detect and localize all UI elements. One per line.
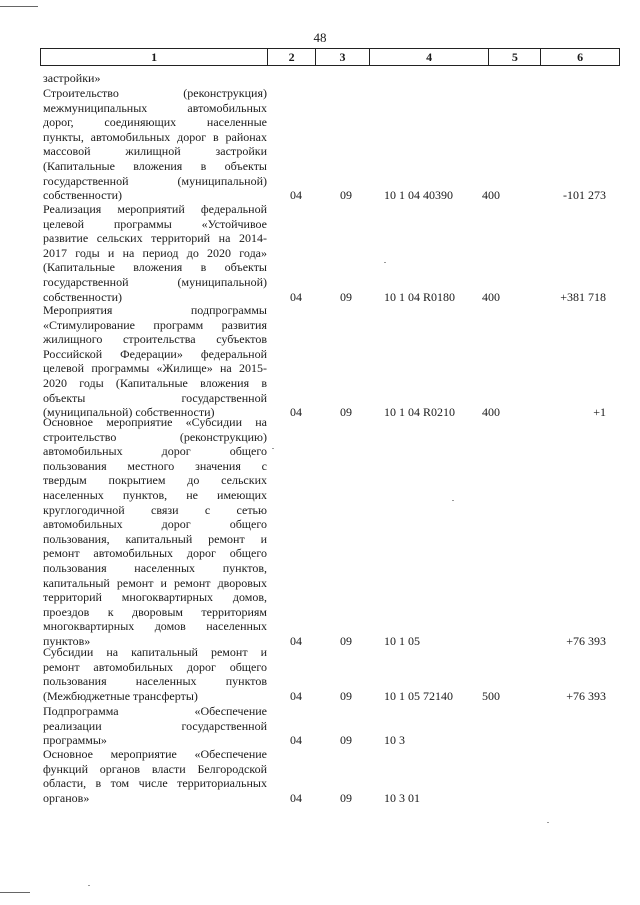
description-line: межмуниципальных автомобильных	[43, 100, 267, 115]
description-line: дорог, соединяющих населенные	[43, 115, 267, 130]
header-col-2: 2	[268, 49, 316, 65]
description-line: программы»	[43, 733, 107, 748]
row-target-article: 10 1 04 R0180	[384, 289, 456, 304]
row-description	[43, 86, 267, 203]
description-line: Строительство (реконструкция)	[43, 86, 267, 100]
row-description	[43, 303, 267, 420]
description-line: автомобильных дорог общего	[43, 444, 267, 459]
scan-speck	[272, 448, 274, 449]
row-amount: +76 393	[566, 688, 606, 703]
row-description	[43, 645, 267, 703]
header-col-4: 4	[370, 49, 490, 65]
header-col-5: 5	[489, 49, 541, 65]
row-expense-type: 400	[482, 405, 500, 420]
description-line: территорий многоквартирных домов,	[43, 590, 267, 605]
description-line: целевой программы «Устойчивое	[43, 216, 267, 231]
description-line: жилищного строительства субъектов	[43, 332, 267, 347]
row-subsection: 09	[340, 405, 352, 420]
row-description	[43, 71, 267, 86]
description-line: государственной (муниципальной)	[43, 274, 267, 289]
description-line: застройки»	[43, 71, 101, 85]
scan-mark	[0, 892, 30, 893]
row-subsection: 09	[340, 733, 352, 748]
row-expense-type: 500	[482, 688, 500, 703]
description-line: области, в том числе территориальных	[43, 776, 267, 791]
row-section: 04	[290, 289, 302, 304]
description-line: пользования населенных пунктов	[43, 674, 267, 689]
description-line: строительство (реконструкцию)	[43, 429, 267, 444]
description-line: ремонт автомобильных дорог общего	[43, 546, 267, 561]
scan-speck	[547, 822, 549, 823]
row-section: 04	[290, 790, 302, 805]
description-line: реализации государственной	[43, 718, 267, 733]
description-line: (муниципальной) собственности)	[43, 405, 215, 420]
description-line: пользования, капитальный ремонт и	[43, 531, 267, 546]
description-line: органов»	[43, 790, 90, 805]
row-description	[43, 415, 267, 649]
description-line: собственности)	[43, 188, 123, 203]
description-line: населенных пунктов, не имеющих	[43, 487, 267, 502]
table-header	[40, 48, 620, 66]
row-section: 04	[290, 733, 302, 748]
description-line: многоквартирных домов населенных	[43, 619, 267, 634]
description-line: 2020 годы (Капитальные вложения в	[43, 375, 267, 390]
row-section: 04	[290, 688, 302, 703]
row-amount: +76 393	[566, 634, 606, 648]
row-target-article: 10 1 05	[384, 634, 420, 648]
row-description	[43, 202, 267, 304]
row-target-article: 10 1 04 40390	[384, 188, 453, 203]
description-line: твердым покрытием до сельских	[43, 473, 267, 488]
row-section: 04	[290, 405, 302, 420]
description-line: функций органов власти Белгородской	[43, 761, 267, 776]
description-line: проездов к дворовым территориям	[43, 604, 267, 619]
row-description	[43, 704, 267, 748]
description-line: (Капитальные вложения в объекты	[43, 260, 267, 275]
description-line: развитие сельских территорий на 2014-	[43, 231, 267, 246]
row-target-article: 10 1 04 R0210	[384, 405, 456, 420]
description-line: пункты, автомобильных дорог в районах	[43, 129, 267, 144]
row-amount: +1	[593, 405, 606, 420]
scan-speck	[88, 885, 90, 886]
row-expense-type: 400	[482, 289, 500, 304]
description-line: собственности)	[43, 289, 123, 304]
description-line: пользования местного значения с	[43, 458, 267, 473]
description-line: массовой жилищной застройки	[43, 144, 267, 159]
description-line: целевой программы «Жилище» на 2015-	[43, 361, 267, 376]
row-subsection: 09	[340, 289, 352, 304]
row-amount: +381 718	[560, 289, 606, 304]
row-subsection: 09	[340, 790, 352, 805]
description-line: «Стимулирование программ развития	[43, 317, 267, 332]
description-line: Подпрограмма «Обеспечение	[43, 704, 267, 718]
description-line: пунктов»	[43, 633, 91, 648]
description-line: пользования населенных пунктов,	[43, 560, 267, 575]
row-section: 04	[290, 188, 302, 203]
description-line: (Межбюджетные трансферты)	[43, 688, 198, 703]
row-subsection: 09	[340, 188, 352, 203]
row-section: 04	[290, 634, 302, 648]
description-line: Основное мероприятие «Субсидии на	[43, 415, 267, 429]
description-line: Основное мероприятие «Обеспечение	[43, 747, 267, 761]
scan-speck	[384, 262, 386, 263]
description-line: капитальный ремонт и ремонт дворовых	[43, 575, 267, 590]
row-subsection: 09	[340, 688, 352, 703]
scan-speck	[452, 500, 454, 501]
header-col-3: 3	[316, 49, 370, 65]
description-line: ремонт автомобильных дорог общего	[43, 659, 267, 674]
description-line: Мероприятия подпрограммы	[43, 303, 267, 317]
row-target-article: 10 3 01	[384, 790, 420, 805]
description-line: объекты государственной	[43, 390, 267, 405]
row-description	[43, 747, 267, 805]
description-line: государственной (муниципальной)	[43, 173, 267, 188]
description-line: 2017 годы и на период до 2020 года»	[43, 245, 267, 260]
description-line: Реализация мероприятий федеральной	[43, 202, 267, 216]
scan-mark	[0, 6, 38, 7]
page-number: 48	[313, 30, 327, 45]
row-target-article: 10 3	[384, 733, 405, 748]
row-expense-type: 400	[482, 188, 500, 203]
description-line: автомобильных дорог общего	[43, 517, 267, 532]
description-line: Субсидии на капитальный ремонт и	[43, 645, 267, 659]
row-subsection: 09	[340, 634, 352, 648]
description-line: Российской Федерации» федеральной	[43, 346, 267, 361]
row-target-article: 10 1 05 72140	[384, 688, 453, 703]
header-col-1: 1	[41, 49, 268, 65]
header-col-6: 6	[577, 50, 584, 64]
row-amount: -101 273	[563, 188, 606, 203]
description-line: круглогодичной связи с сетью	[43, 502, 267, 517]
description-line: (Капитальные вложения в объекты	[43, 158, 267, 173]
